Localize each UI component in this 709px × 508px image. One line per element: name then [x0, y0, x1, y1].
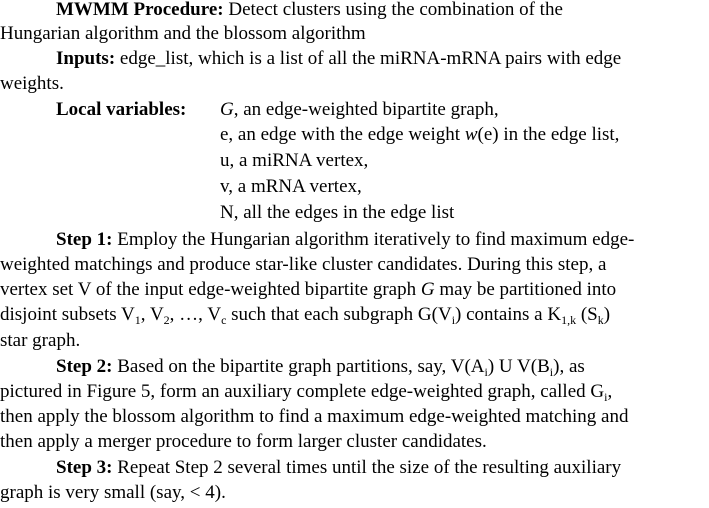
procedure-heading-text-cont: Hungarian algorithm and the blossom algorithm	[0, 23, 366, 44]
step3-line-2	[0, 480, 226, 506]
step1-line-3	[0, 277, 616, 303]
local-variables-label: Local variables:	[56, 99, 187, 120]
variable-description: v, a mRNA vertex,	[220, 176, 362, 197]
step3-text: Repeat Step 2 several times until the size of the resulting auxiliary	[112, 457, 622, 478]
step2-line-1	[56, 354, 585, 380]
subscript: 1,k	[561, 313, 577, 327]
subscript: i	[604, 390, 608, 404]
step2-text: Based on the bipartite graph partitions, say, V(A	[112, 356, 485, 377]
step1-text: such that each subgraph G(V	[226, 304, 452, 325]
step1-text: vertex set V of the input edge-weighted bipartite graph	[0, 279, 421, 300]
local-variables-label-line	[56, 97, 186, 123]
step3-text: graph is very small (say, < 4).	[0, 482, 226, 503]
inputs-label: Inputs:	[56, 48, 116, 69]
step2-label: Step 2:	[56, 356, 113, 377]
step1-text: (S	[576, 304, 598, 325]
step2-line-2	[0, 379, 612, 405]
step3-line-1	[56, 455, 621, 481]
step1-line-5	[0, 328, 80, 354]
local-variable-item	[220, 97, 499, 123]
step1-text: disjoint subsets V	[0, 304, 135, 325]
step2-line-3	[0, 404, 628, 430]
graph-symbol: G	[420, 279, 435, 300]
step1-text: weighted matchings and produce star-like cluster candidates. During this step, a	[0, 254, 607, 275]
step1-line-2	[0, 252, 606, 278]
procedure-heading-text: Detect clusters using the combination of the	[223, 0, 563, 20]
step2-text: then apply the blossom algorithm to find a maximum edge-weighted matching and	[0, 406, 629, 427]
step2-text: ,	[607, 381, 613, 402]
inputs-text-cont: weights.	[0, 73, 64, 94]
local-variable-item	[220, 122, 619, 148]
variable-description: e, an edge with the edge weight	[220, 124, 465, 145]
procedure-heading-line-1	[56, 0, 563, 23]
step2-text: ) U V(B	[487, 356, 550, 377]
step1-text: , V	[140, 304, 164, 325]
step1-text: may be partitioned into	[434, 279, 617, 300]
variable-description: , an edge-weighted bipartite graph,	[233, 99, 499, 120]
procedure-heading-label: MWMM Procedure:	[56, 0, 224, 20]
step2-text: pictured in Figure 5, form an auxiliary complete edge-weighted graph, called G	[0, 381, 605, 402]
inputs-text: edge_list, which is a list of all the miRNA-mRNA pairs with edge	[115, 48, 622, 69]
subscript: i	[484, 365, 488, 379]
inputs-line-2	[0, 71, 64, 97]
inputs-line-1	[56, 46, 621, 72]
step2-text: ), as	[553, 356, 585, 377]
variable-description: (e) in the edge list,	[477, 124, 620, 145]
subscript: i	[549, 365, 554, 379]
step1-text: star graph.	[0, 330, 81, 351]
step1-text: ) contains a K	[455, 304, 562, 325]
step2-line-4	[0, 429, 487, 455]
local-variable-item	[220, 200, 454, 226]
subscript: 2	[163, 313, 170, 327]
procedure-heading-line-2	[0, 21, 366, 47]
subscript: 1	[134, 313, 141, 327]
step3-label: Step 3:	[56, 457, 113, 478]
subscript: i	[451, 313, 456, 327]
variable-description: u, a miRNA vertex,	[220, 150, 369, 171]
step1-label: Step 1:	[56, 229, 113, 250]
step2-text: then apply a merger procedure to form larger cluster candidates.	[0, 431, 487, 452]
step1-text: , …, V	[169, 304, 222, 325]
local-variable-item	[220, 148, 368, 174]
step1-line-4	[0, 302, 610, 328]
subscript: c	[221, 313, 227, 327]
variable-symbol: w	[464, 124, 478, 145]
local-variable-item	[220, 174, 362, 200]
subscript: k	[597, 313, 604, 327]
variable-description: N, all the edges in the edge list	[220, 202, 455, 223]
step1-text: Employ the Hungarian algorithm iteratively to find maximum edge-	[112, 229, 635, 250]
step1-text: )	[603, 304, 611, 325]
variable-symbol: G	[220, 99, 234, 120]
step1-line-1	[56, 227, 634, 253]
